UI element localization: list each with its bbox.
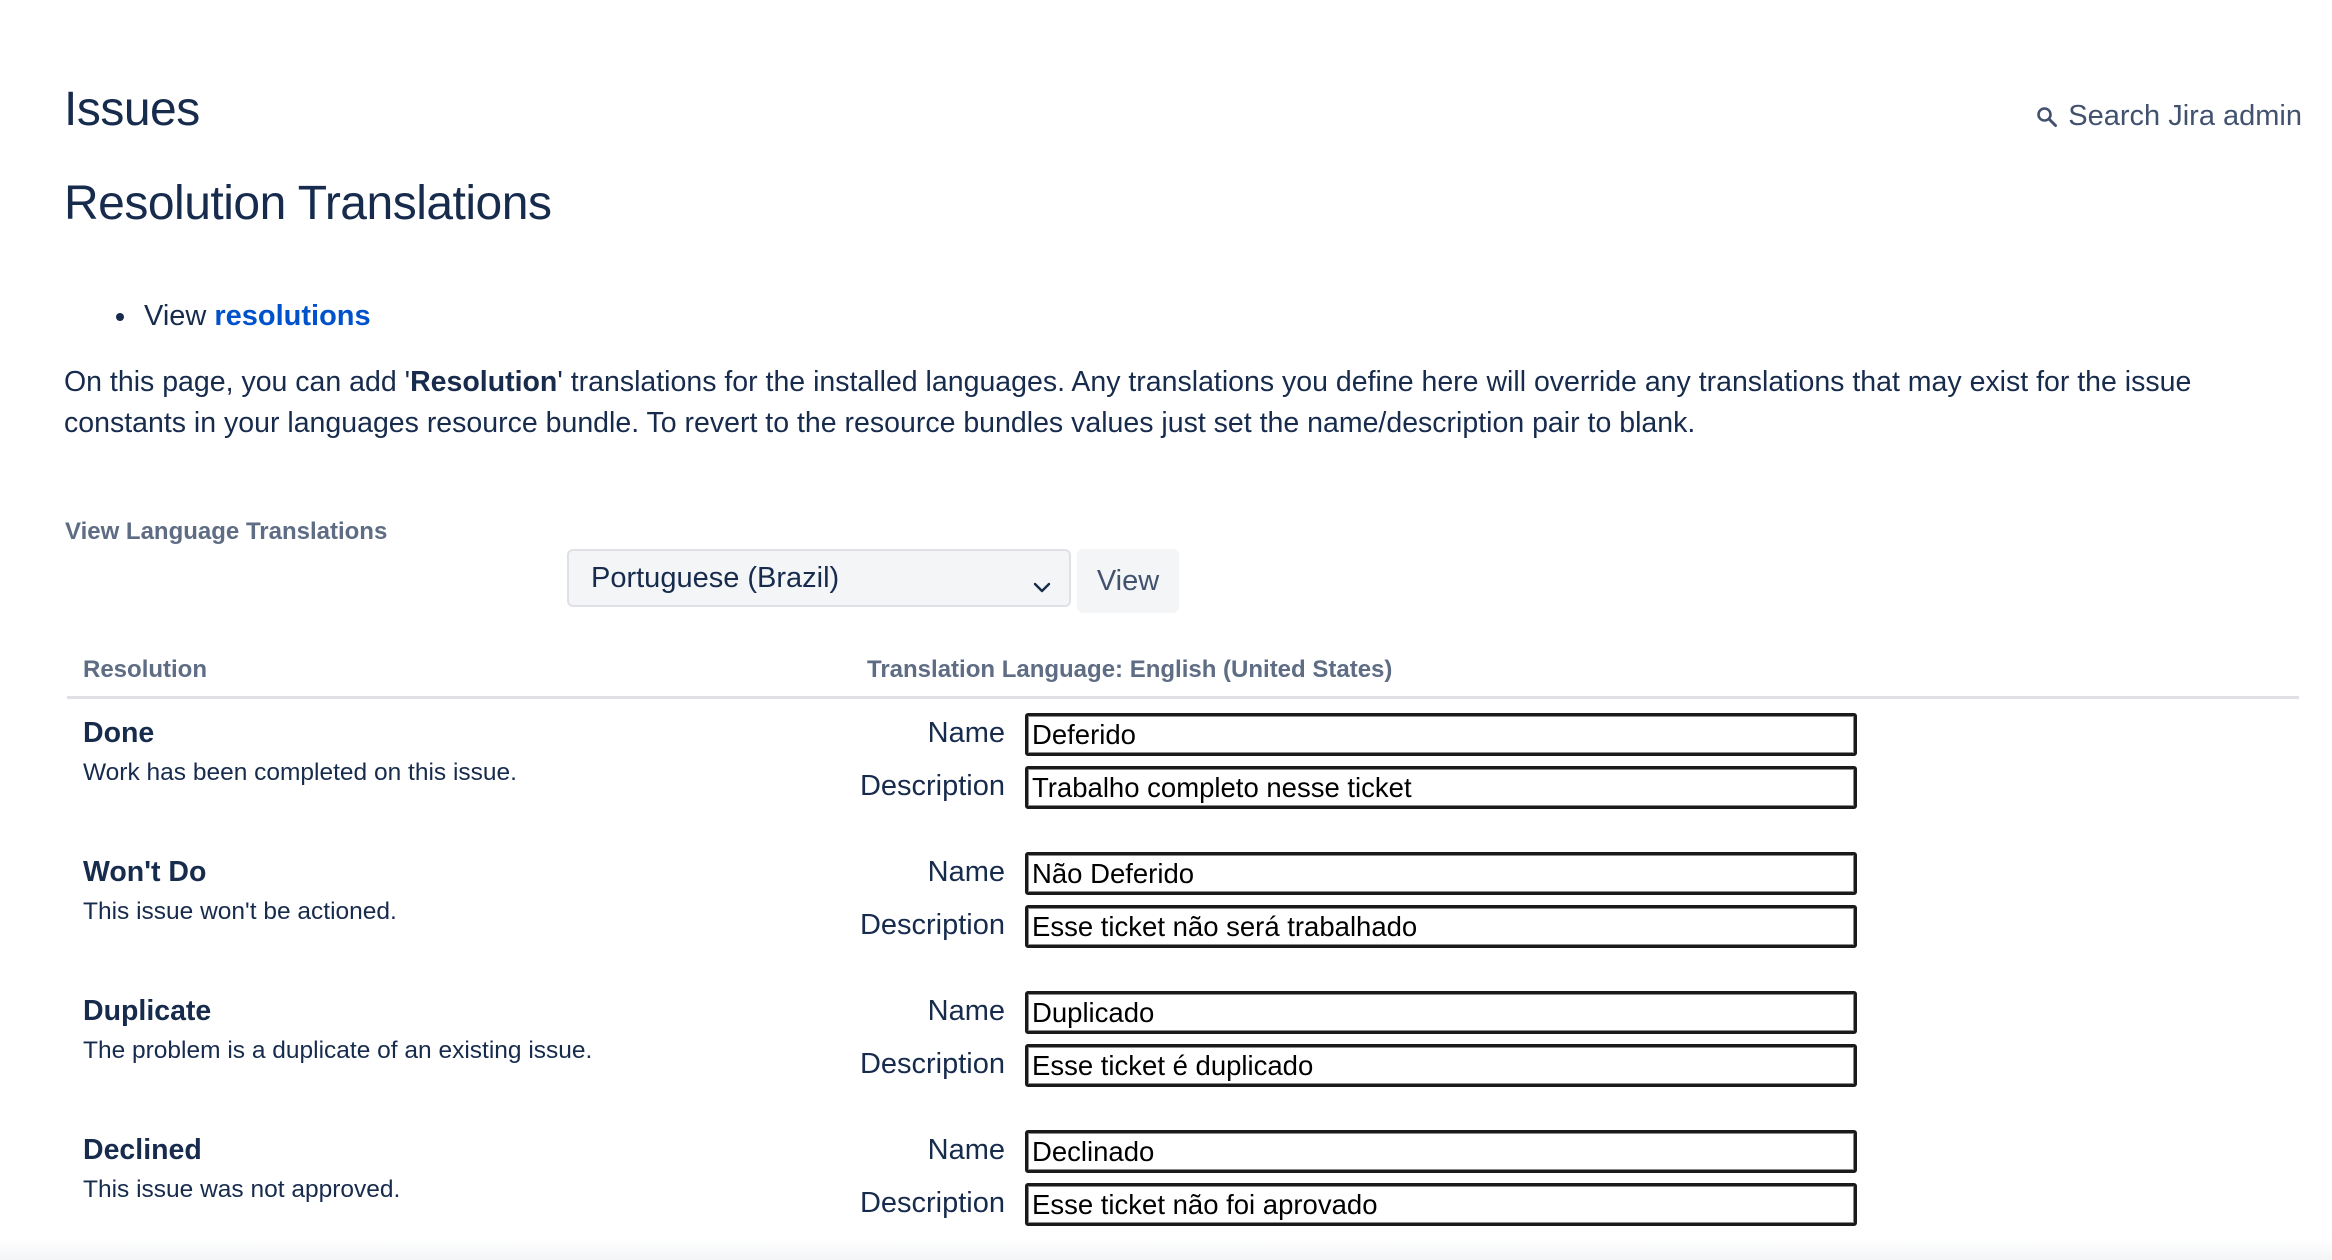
description-label: Description <box>859 770 1005 802</box>
page-title: Resolution Translations <box>64 177 552 230</box>
resolution-name: Duplicate <box>83 995 212 1027</box>
name-label: Name <box>927 856 1005 888</box>
translated-description-input[interactable] <box>1025 1183 1857 1226</box>
column-header-resolution: Resolution <box>83 656 207 683</box>
search-admin-link[interactable] <box>2036 100 2302 133</box>
translated-description-input[interactable] <box>1025 905 1857 948</box>
translated-name-input[interactable] <box>1025 852 1857 895</box>
table-row <box>0 717 2332 847</box>
table-row <box>0 856 2332 986</box>
intro-text <box>64 362 2264 444</box>
resolution-name: Done <box>83 717 155 749</box>
section-title: Issues <box>64 83 200 136</box>
name-label: Name <box>927 1134 1005 1166</box>
language-label: View Language Translations <box>65 518 388 545</box>
translated-description-input[interactable] <box>1025 766 1857 809</box>
resolutions-link[interactable]: resolutions <box>214 300 371 332</box>
intro-before: On this page, you can add ' <box>64 366 411 398</box>
bottom-fade <box>0 1238 2332 1260</box>
view-button[interactable]: View <box>1077 549 1179 613</box>
view-links-list <box>116 300 371 333</box>
intro-bold: Resolution <box>410 366 558 398</box>
header-divider <box>67 696 2299 699</box>
translated-name-input[interactable] <box>1025 713 1857 756</box>
search-admin-label: Search Jira admin <box>2068 100 2302 132</box>
resolution-description: This issue was not approved. <box>83 1176 401 1203</box>
translated-description-input[interactable] <box>1025 1044 1857 1087</box>
intro-after: ' translations for the installed languages. Any translations you define here will override any translations that may exist for the issue constants in your languages resource bundle. To revert to the resource bundles values just set the name/description pair to blank. <box>64 366 2192 439</box>
name-label: Name <box>927 717 1005 749</box>
description-label: Description <box>859 1187 1005 1219</box>
translated-name-input[interactable] <box>1025 1130 1857 1173</box>
view-prefix: View <box>144 300 207 332</box>
description-label: Description <box>859 1048 1005 1080</box>
language-select[interactable] <box>567 549 1071 607</box>
language-select-value: Portuguese (Brazil) <box>591 561 840 594</box>
description-label: Description <box>859 909 1005 941</box>
resolution-description: The problem is a duplicate of an existing issue. <box>83 1037 593 1064</box>
resolution-name: Won't Do <box>83 856 207 888</box>
table-row <box>0 995 2332 1125</box>
list-item <box>116 300 371 333</box>
chevron-down-icon <box>1033 570 1051 603</box>
resolution-description: This issue won't be actioned. <box>83 898 397 925</box>
resolution-name: Declined <box>83 1134 202 1166</box>
search-icon <box>2036 106 2058 128</box>
translated-name-input[interactable] <box>1025 991 1857 1034</box>
resolution-description: Work has been completed on this issue. <box>83 759 517 786</box>
name-label: Name <box>927 995 1005 1027</box>
bullet <box>116 313 124 321</box>
column-header-translation: Translation Language: English (United States) <box>867 656 1393 683</box>
